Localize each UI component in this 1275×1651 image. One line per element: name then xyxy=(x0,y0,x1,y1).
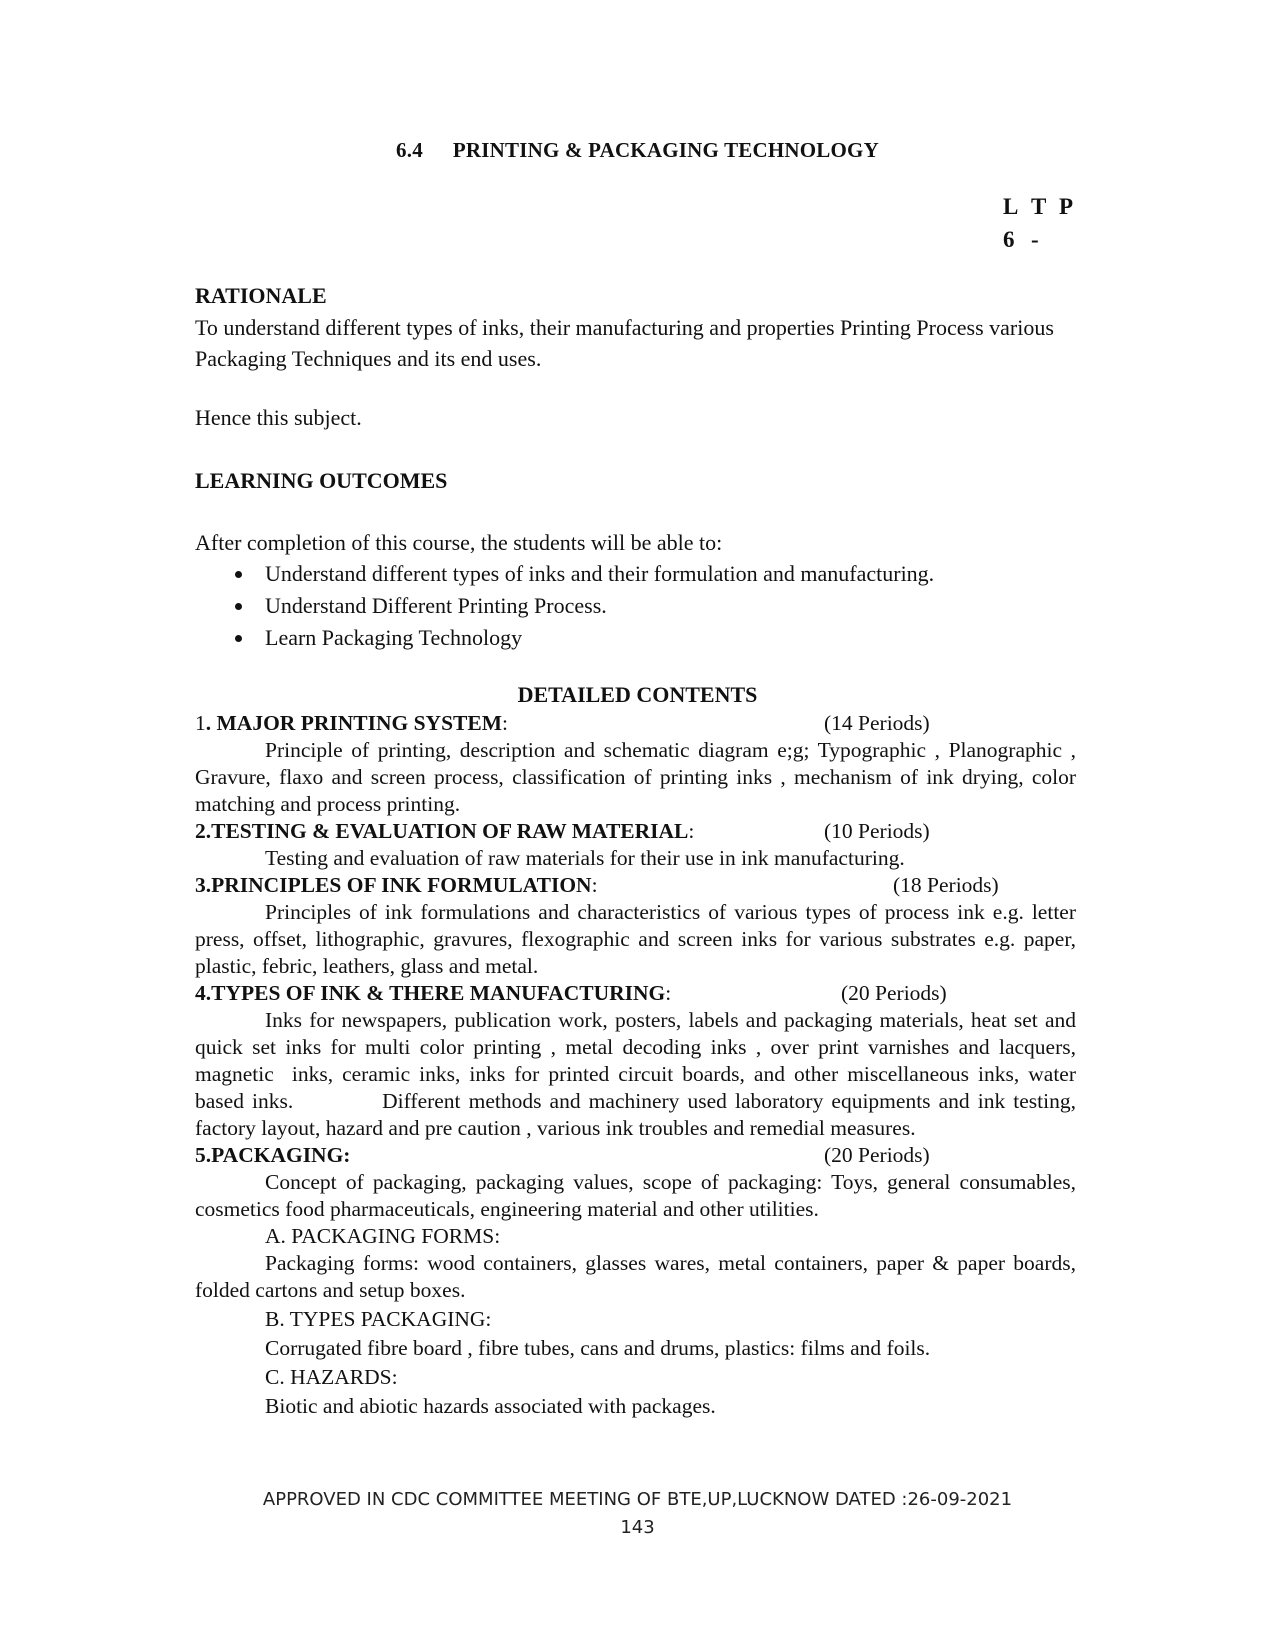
section-5-header xyxy=(195,1142,1076,1169)
section-4-title: TYPES OF INK & THERE MANUFACTURING xyxy=(211,981,666,1005)
section-4-header xyxy=(195,980,1076,1007)
ltp-value-t: - xyxy=(1031,227,1039,252)
section-5-title: PACKAGING: xyxy=(211,1143,351,1167)
types-packaging-body: Corrugated fibre board , fibre tubes, cans and drums, plastics: films and foils. xyxy=(265,1336,931,1360)
detailed-contents-heading: DETAILED CONTENTS xyxy=(517,682,758,707)
hazards-heading: C. HAZARDS: xyxy=(265,1365,398,1389)
section-2-header xyxy=(195,818,1076,845)
section-1-body: Principle of printing, description and schematic diagram e;g; Typographic , Planographic , Gravure, flaxo and screen process, classification of printing inks , mechanism of ink drying, color matching and process printing. xyxy=(195,738,1076,816)
outcomes-list xyxy=(195,558,1076,654)
outcomes-heading: LEARNING OUTCOMES xyxy=(195,468,448,493)
types-packaging-heading: B. TYPES PACKAGING: xyxy=(265,1307,492,1331)
section-4-body: Inks for newspapers, publication work, posters, labels and packaging materials, heat set and quick set inks for multi color printing , metal decoding inks , over print varnishes and lacquers, magnetic inks, ceramic inks, inks for printed circuit boards, and other miscellaneous inks, water based inks. Different methods and machinery used laboratory equipments and ink testing, factory layout, hazard and pre caution , various ink troubles and remedial measures. xyxy=(195,1008,1082,1140)
section-1-number: 1 xyxy=(195,711,206,735)
section-1-header xyxy=(195,710,1076,737)
list-item: Understand Different Printing Process. xyxy=(195,590,1076,622)
section-4-colon: : xyxy=(665,981,672,1005)
hazards-body: Biotic and abiotic hazards associated with packages. xyxy=(265,1394,716,1418)
ltp-table xyxy=(1003,190,1087,256)
section-4-number: 4. xyxy=(195,981,212,1005)
section-3-colon: : xyxy=(591,873,598,897)
ltp-label-t: T xyxy=(1031,194,1047,219)
section-4-periods: (20 Periods) xyxy=(841,981,947,1005)
ltp-values-row xyxy=(1003,223,1087,256)
ltp-label-p: P xyxy=(1059,194,1074,219)
section-5-body: Concept of packaging, packaging values, scope of packaging: Toys, general consumables, cosmetics food pharmaceuticals, engineering material and other utilities. xyxy=(195,1170,1076,1221)
outcomes-intro: After completion of this course, the students will be able to: xyxy=(195,530,723,555)
approval-footer: APPROVED IN CDC COMMITTEE MEETING OF BTE,UP,LUCKNOW DATED :26-09-2021 xyxy=(262,1489,1013,1510)
section-2-number: 2. xyxy=(195,819,212,843)
detailed-contents xyxy=(195,710,1082,1420)
section-3-periods: (18 Periods) xyxy=(893,873,999,897)
ltp-value-p xyxy=(1059,223,1087,256)
section-2-title: TESTING & EVALUATION OF RAW MATERIAL xyxy=(211,819,689,843)
section-1-title: . MAJOR PRINTING SYSTEM xyxy=(205,711,502,735)
section-3-number: 3. xyxy=(195,873,212,897)
page-title xyxy=(0,138,1275,163)
section-3-title: PRINCIPLES OF INK FORMULATION xyxy=(211,873,592,897)
section-2-colon: : xyxy=(688,819,695,843)
rationale-text: To understand different types of inks, their manufacturing and properties Printing Process various Packaging Techniques and its end uses. xyxy=(195,315,1054,371)
list-item: Learn Packaging Technology xyxy=(195,622,1076,654)
packaging-forms-body: Packaging forms: wood containers, glasses wares, metal containers, paper & paper boards, folded cartons and setup boxes. xyxy=(195,1251,1076,1302)
section-1-colon: : xyxy=(502,711,508,735)
section-5-periods: (20 Periods) xyxy=(824,1143,930,1167)
section-3-header xyxy=(195,872,1076,899)
subject-title: PRINTING & PACKAGING TECHNOLOGY xyxy=(452,138,879,162)
section-2-periods: (10 Periods) xyxy=(824,819,930,843)
ltp-value-l: 6 xyxy=(1003,227,1015,252)
section-3-body: Principles of ink formulations and characteristics of various types of process ink e.g. letter press, offset, lithographic, gravures, flexographic and screen inks for various substrates e.g. paper, plastic, febric, leathers, glass and metal. xyxy=(195,900,1076,978)
list-item: Understand different types of inks and their formulation and manufacturing. xyxy=(195,558,1076,590)
ltp-labels-row xyxy=(1003,190,1087,223)
rationale-heading: RATIONALE xyxy=(195,283,327,308)
rationale-closing: Hence this subject. xyxy=(195,405,362,430)
section-2-body: Testing and evaluation of raw materials for their use in ink manufacturing. xyxy=(265,846,905,870)
page-number: 143 xyxy=(620,1517,655,1538)
packaging-forms-heading: A. PACKAGING FORMS: xyxy=(265,1224,501,1248)
section-1-periods: (14 Periods) xyxy=(824,711,930,735)
section-5-number: 5. xyxy=(195,1143,212,1167)
section-number: 6.4 xyxy=(396,138,423,162)
ltp-label-l: L xyxy=(1003,194,1019,219)
